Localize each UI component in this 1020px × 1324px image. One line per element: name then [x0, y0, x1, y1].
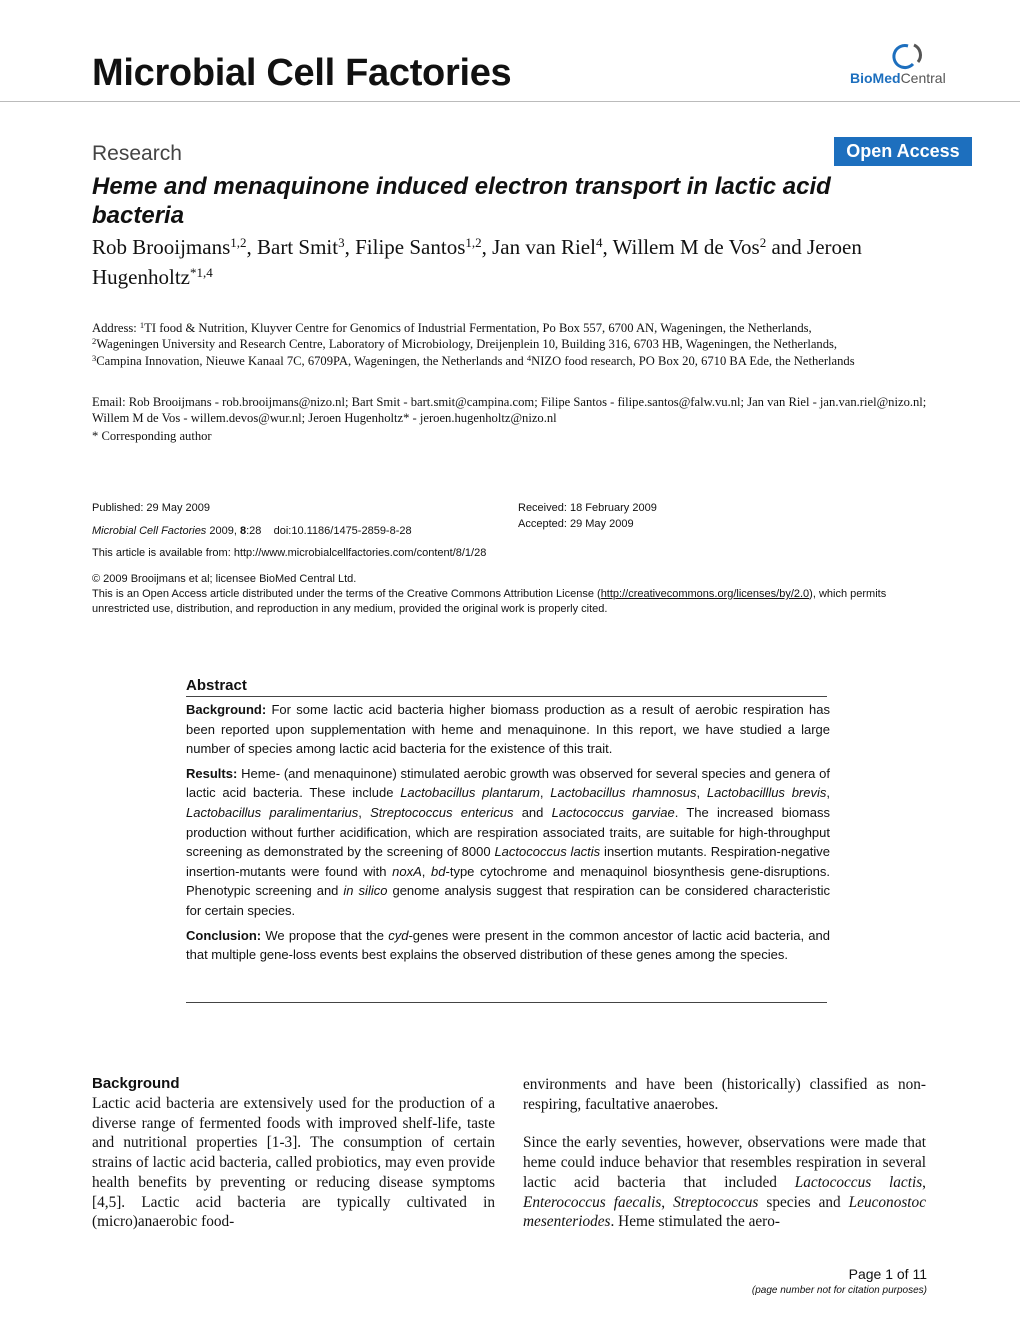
address-block: [92, 320, 932, 369]
page-number: Page 1 of 11: [848, 1266, 927, 1282]
article-url-note: This article is available from: http://www.microbialcellfactories.com/content/8/1/28: [92, 547, 487, 559]
body-paragraph: environments and have been (historically) classified as non-respiring, facultative anaerobes.: [523, 1076, 926, 1113]
abstract-conclusion: [186, 926, 830, 965]
citation-doi: :28 doi:10.1186/1475-2859-8-28: [246, 525, 412, 537]
abstract-body: [186, 700, 830, 970]
article-title: Heme and menaquinone induced electron transport in lactic acid bacteria: [92, 173, 831, 229]
abstract-background-text: For some lactic acid bacteria higher biomass production as a result of aerobic respiration has been reported upon supplementation with heme and menaquinone. In this report, we have studied a large number of species among lactic acid bacteria for the existence of this trait.: [186, 702, 830, 757]
citation-journal: Microbial Cell Factories: [92, 525, 207, 537]
results-run: . The increased biomass production without further acidification, which are respiration associated traits, are suitable for high-throughput screening as demonstrated by the screening of 8000: [186, 804, 831, 860]
author-affiliation-marker: 4: [595, 235, 603, 250]
author-list: [92, 232, 922, 292]
results-run-italic: Streptococcus entericus: [370, 804, 514, 820]
license-text-end: ), which permits unrestricted use, distribution, and reproduction in any medium, provided the original work is properly cited.: [92, 588, 887, 615]
conclusion-run: -genes were present in the common ancestor of lactic acid bacteria, and that multiple gene-loss events best explains the observed distribution of these genes among the species.: [186, 927, 830, 963]
open-access-badge: Open Access: [834, 137, 972, 166]
copyright-line: © 2009 Brooijmans et al; licensee BioMed Central Ltd.: [92, 573, 357, 585]
abstract-conclusion-label: Conclusion:: [186, 927, 262, 943]
body-left-column: Lactic acid bacteria are extensively used for the production of a diverse range of fermented foods with improved shelf-life, taste and nutritional properties [1-3]. The consumption of certain strains of lactic acid bacteria, called probiotics, may even provide health benefits by preventing or reducing disease symptoms [4,5]. Lactic acid bacteria are typically cultivated in (micro)anaerobic food-: [92, 1095, 495, 1231]
section-label: Research: [92, 142, 182, 165]
results-run: insertion mutants. Respiration-negative insertion-mutants were found with: [186, 844, 831, 879]
results-run: Heme- (and menaquinone) stimulated aerobic growth was observed for several species and genera of lactic acid bacteria. These include: [186, 765, 830, 801]
author-affiliation-marker: *1,4: [189, 265, 213, 280]
body-run: ,: [661, 1193, 674, 1211]
address-line-1: [92, 320, 932, 336]
abstract-background-label: Background:: [186, 702, 267, 717]
citation-volume: 8: [239, 525, 247, 537]
author-affiliation-marker: 3: [338, 235, 345, 250]
corresponding-author-note: * Corresponding author: [92, 429, 212, 443]
results-run: ,: [421, 863, 432, 879]
conclusion-run: We propose that the: [261, 927, 389, 943]
results-run-italic: Lactobacillus rhamnosus: [550, 785, 697, 801]
body-run-italic: Leuconostoc mesenteriodes: [523, 1193, 926, 1231]
results-run: ,: [539, 785, 551, 801]
address-line-3: [92, 353, 932, 369]
logo-central-text: Central: [900, 70, 946, 86]
page-number-note: (page number not for citation purposes): [751, 1285, 927, 1296]
author-affiliation-marker: 1,2: [465, 235, 482, 250]
body-right-column: [523, 1075, 926, 1251]
abstract-bottom-rule: [186, 1002, 827, 1003]
affiliation-text: TI food & Nutrition, Kluyver Centre for Genomics of Industrial Fermentation, Po Box 557, 6700 AN, Wageningen, the Netherlands,: [144, 321, 812, 335]
author-separator: ,: [344, 235, 356, 259]
affiliation-marker: 2: [92, 336, 97, 347]
citation-year: 2009,: [206, 525, 240, 537]
license-text: This is an Open Access article distributed under the terms of the Creative Commons Attribution License (: [92, 588, 601, 600]
author-affiliation-marker: 2: [759, 235, 767, 250]
body-run-italic: Enterococcus faecalis: [523, 1193, 662, 1211]
author-name: Willem M de Vos: [612, 235, 760, 259]
biomed-central-logo[interactable]: [850, 40, 962, 90]
affiliation-text: Wageningen University and Research Centre, Laboratory of Microbiology, Dreijenplein 10, Building 316, 6703 HB, Wageningen, the Netherlands,: [96, 337, 838, 352]
received-date: Received: 18 February 2009: [518, 502, 657, 514]
affiliation-text: NIZO food research, PO Box 20, 6710 BA Ede, the Netherlands: [531, 353, 855, 368]
abstract-top-rule: [186, 696, 827, 697]
body-run: ,: [922, 1173, 926, 1191]
background-heading: Background: [92, 1075, 180, 1092]
author-separator: ,: [602, 235, 613, 259]
email-list: Email: Rob Brooijmans - rob.brooijmans@nizo.nl; Bart Smit - bart.smit@campina.com; Filipe Santos - filipe.santos@falw.vu.nl; Jan van Riel - jan.van.riel@nizo.nl; Willem M de Vos - willem.devos@wur.nl; Jeroen Hugenholtz* - jeroen.hugenholtz@nizo.nl: [92, 395, 927, 426]
results-run-italic: Lactobacillus paralimentarius: [186, 804, 359, 820]
results-run-italic: Lactobacilllus brevis: [706, 785, 827, 801]
body-run: . Heme stimulated the aero-: [610, 1213, 780, 1231]
author-name: Filipe Santos: [355, 235, 466, 259]
abstract-heading: Abstract: [186, 677, 247, 694]
abstract-background: [186, 700, 830, 759]
body-run: species and: [758, 1193, 849, 1211]
affiliation-marker: 4: [526, 352, 532, 363]
accepted-date: Accepted: 29 May 2009: [518, 518, 634, 530]
results-run: genome analysis suggest that respiration can be considered characteristic for certain species.: [186, 883, 831, 918]
published-date: Published: 29 May 2009: [92, 502, 211, 514]
author-name: Jan van Riel: [492, 235, 596, 259]
author-separator: ,: [481, 235, 493, 259]
author-separator: and: [766, 235, 808, 259]
header-divider: [0, 101, 1020, 102]
logo-bio-text: BioMed: [850, 70, 901, 86]
results-run: ,: [358, 804, 371, 820]
author-name: Rob Brooijmans: [92, 235, 231, 259]
body-run-italic: Streptococcus: [673, 1193, 759, 1211]
results-run-italic: noxA: [392, 863, 422, 879]
body-paragraph: [523, 1133, 926, 1232]
abstract-conclusion-text: [186, 928, 830, 963]
body-run-italic: Lactococcus lactis: [794, 1173, 923, 1191]
results-run: ,: [696, 785, 707, 801]
affiliation-text: Campina Innovation, Nieuwe Kanaal 7C, 6709PA, Wageningen, the Netherlands and: [96, 353, 527, 368]
abstract-results-label: Results:: [186, 765, 238, 781]
author-name: Bart Smit: [257, 235, 339, 259]
journal-title: Microbial Cell Factories: [92, 52, 512, 94]
body-run: Since the early seventies, however, observations were made that heme could induce behavior that resembles respiration in several lactic acid bacteria that included: [523, 1134, 926, 1191]
results-run-italic: bd: [431, 863, 446, 879]
license-link[interactable]: http://creativecommons.org/licenses/by/2.0: [600, 588, 810, 600]
affiliation-marker: 3: [92, 352, 97, 363]
results-run: -type cytochrome and menaquinol biosynthesis gene-disruptions. Phenotypic screening and: [186, 863, 830, 899]
address-line-2: [92, 336, 932, 352]
results-run-italic: in silico: [343, 883, 388, 899]
author-affiliation-marker: 1,2: [230, 235, 247, 250]
citation: [92, 524, 412, 539]
author-name: Jeroen Hugenholtz: [92, 235, 862, 289]
author-separator: ,: [246, 235, 258, 259]
abstract-results: [186, 764, 830, 921]
conclusion-run-italic: cyd: [388, 927, 409, 943]
copyright-block: [92, 572, 942, 617]
abstract-results-text: [186, 766, 830, 918]
results-run: ,: [826, 785, 830, 801]
results-run-italic: Lactococcus lactis: [494, 844, 601, 860]
address-label: Address:: [92, 321, 140, 335]
results-run: and: [513, 804, 552, 820]
affiliation-marker: 1: [139, 320, 145, 330]
results-run-italic: Lactobacillus plantarum: [400, 785, 540, 801]
results-run-italic: Lactococcus garviae: [551, 804, 675, 820]
